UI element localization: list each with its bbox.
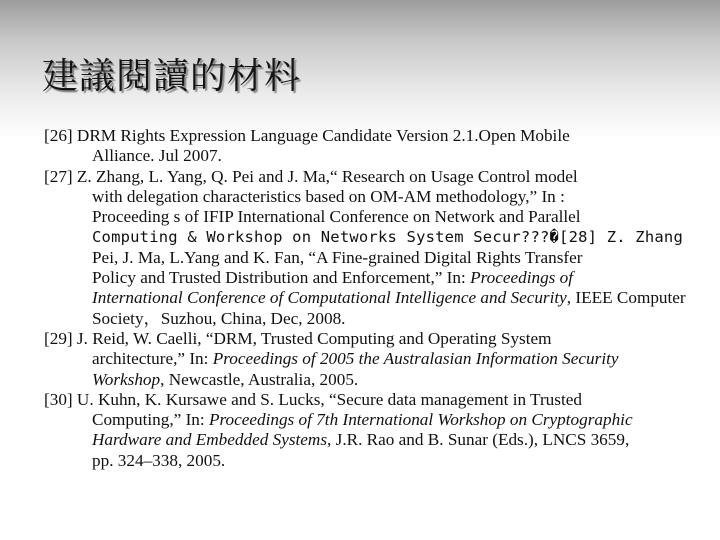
venue-italic: Workshop	[92, 369, 161, 389]
reference-line: [27] Z. Zhang, L. Yang, Q. Pei and J. Ma,“ Research on Usage Control model	[44, 166, 578, 186]
reference-line: Policy and Trusted Distribution and Enforcement,” In: Proceedings of	[92, 268, 574, 288]
reference-line: [26] DRM Rights Expression Language Candidate Version 2.1.Open Mobile	[44, 126, 570, 145]
slide-title: 建議閱讀的材料	[42, 56, 302, 97]
reference-line: Hardware and Embedded Systems, J.R. Rao and B. Sunar (Eds.), LNCS 3659,	[92, 430, 630, 450]
reference-line: Society，Suzhou, China, Dec, 2008.	[92, 308, 346, 328]
reference-29	[44, 329, 720, 390]
venue-italic: Hardware and Embedded Systems	[92, 430, 328, 450]
venue-italic: International Conference of Computational Intelligence and Security	[92, 288, 567, 308]
reference-line: [29] J. Reid, W. Caelli, “DRM, Trusted Computing and Operating System	[44, 328, 552, 348]
reference-line: Pei, J. Ma, L.Yang and K. Fan, “A Fine-grained Digital Rights Transfer	[92, 247, 583, 267]
reference-line: pp. 324–338, 2005.	[92, 450, 226, 470]
venue-italic: Proceedings of 2005 the Australasian Information Security	[212, 349, 619, 369]
reference-27	[44, 167, 720, 329]
reference-30	[44, 390, 720, 471]
reference-line: Proceeding s of IFIP International Conference on Network and Parallel	[92, 207, 581, 227]
reference-line: [30] U. Kuhn, K. Kursawe and S. Lucks, “Secure data management in Trusted	[44, 389, 582, 409]
reference-line: with delegation characteristics based on OM-AM methodology,” In :	[92, 186, 565, 206]
reference-line: International Conference of Computational Intelligence and Security, IEEE Computer	[92, 288, 686, 308]
reference-line-garbled: Computing & Workshop on Networks System Secur???�[28] Z. Zhang	[92, 228, 683, 247]
venue-italic: Proceedings of	[470, 268, 574, 288]
venue-italic: Proceedings of 7th International Workshop on Cryptographic	[208, 410, 633, 430]
reference-list	[44, 126, 720, 471]
reference-line: Computing,” In: Proceedings of 7th International Workshop on Cryptographic	[92, 410, 633, 430]
reference-line: Workshop, Newcastle, Australia, 2005.	[92, 369, 359, 389]
reference-line: Alliance. Jul 2007.	[92, 146, 222, 166]
reference-line: architecture,” In: Proceedings of 2005 the Australasian Information Security	[92, 349, 619, 369]
reference-26	[44, 126, 720, 167]
